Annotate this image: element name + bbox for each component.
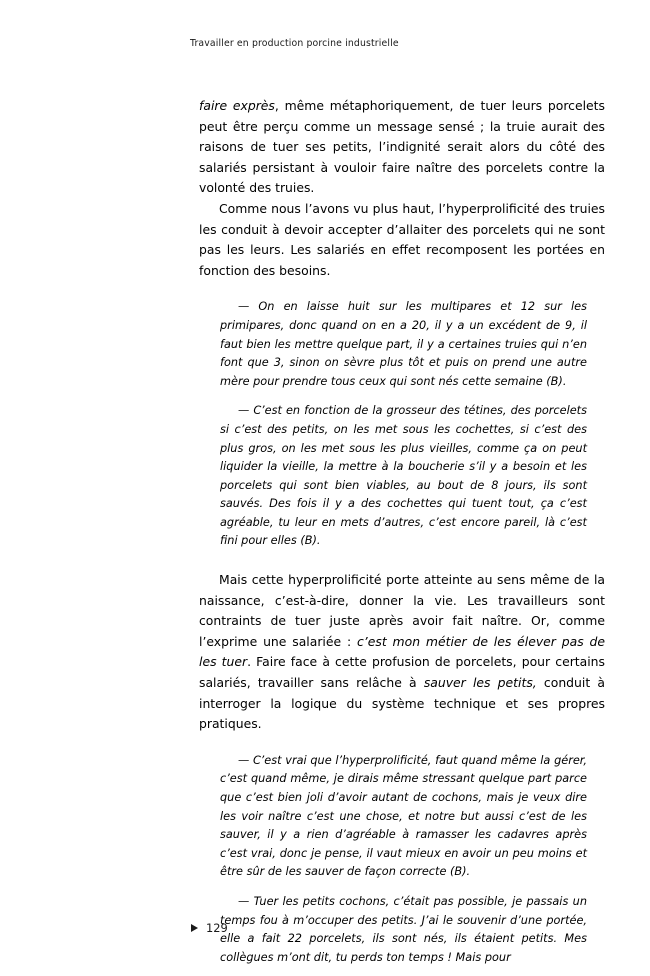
paragraph-1-lead-emphasis: faire exprès <box>199 98 275 113</box>
paragraph-3 <box>199 570 605 735</box>
blockquote-3: — C’est vrai que l’hyperprolificité, faut quand même la gérer, c’est quand même, je dirais même stressant quelque part parce que c’est bien joli d’avoir autant de cochons, mais je veux dire les voir naître c’est une chose, et notre but aussi c’est de les sauver, il y a rien d’agréable à ramasser les cadavres après c’est vrai, donc je pense, il vaut mieux en avoir un peu moins et être sûr de les sauver de façon correcte (B). <box>220 753 587 879</box>
paragraph-1 <box>199 96 605 199</box>
paragraph-1-text: , même métaphoriquement, de tuer leurs porcelets peut être perçu comme un message sensé ; la truie aurait des raisons de tuer ses petits, l’indignité serait alors du côté des salariés persistant à vouloir faire naître des porcelets contre la volonté des truies. <box>199 98 605 196</box>
triangle-right-icon <box>191 924 198 932</box>
text-column <box>199 96 605 967</box>
paragraph-3-emphasis-2: sauver les petits, <box>423 675 537 691</box>
paragraph-3-text-b: . Faire face à cette profusion de porcelets, pour certains salariés, travailler sans relâche à <box>199 654 605 691</box>
running-head: Travailler en production porcine industrielle <box>190 38 399 49</box>
blockquote-1: — On en laisse huit sur les multipares et 12 sur les primipares, donc quand on en a 20, il y a un excédent de 9, il faut bien les mettre quelque part, il y a certaines truies qui n’en font que 3, sinon on sèvre plus tôt et puis on prend une autre mère pour prendre tous ceux qui sont nés cette semaine (B). <box>220 300 587 388</box>
paragraph-3-text-c: conduit à interroger la logique du système technique et ses propres pratiques. <box>199 675 605 732</box>
paragraph-3-emphasis-1: c’est mon métier de les élever pas de les tuer <box>199 633 606 670</box>
paragraph-2: Comme nous l’avons vu plus haut, l’hyperprolificité des truies les conduit à devoir accepter d’allaiter des porcelets qui ne sont pas les leurs. Les salariés en effet recomposent les portées en fonction des besoins. <box>199 200 605 278</box>
paragraph-3-text-a: Mais cette hyperprolificité porte atteinte au sens même de la naissance, c’est-à-dire, donner la vie. Les travailleurs sont contraints de tuer juste après avoir fait naître. Or, comme l’exprime une salariée : <box>199 572 605 649</box>
page-number: 129 <box>206 921 228 935</box>
page-folio <box>191 921 228 935</box>
blockquote-4: — Tuer les petits cochons, c’était pas possible, je passais un temps fou à m’occuper des petits. J’ai le souvenir d’une portée, elle a fait 22 porcelets, ils sont nés, ils étaient petits. Mes collègues m’ont dit, tu perds ton temps ! Mais pour <box>220 894 587 964</box>
blockquote-2: — C’est en fonction de la grosseur des tétines, des porcelets si c’est des petits, on les met sous les cochettes, si c’est des plus gros, on les met sous les plus vieilles, comme ça on peut liquider la vieille, la mettre à la boucherie s’il y a besoin et les porcelets qui sont bien viables, au bout de 8 jours, ils sont sauvés. Des fois il y a des cochettes qui tuent tout, ça c’est agréable, tu leur en mets d’autres, c’est encore pareil, là c’est fini pour elles (B). <box>220 404 587 548</box>
